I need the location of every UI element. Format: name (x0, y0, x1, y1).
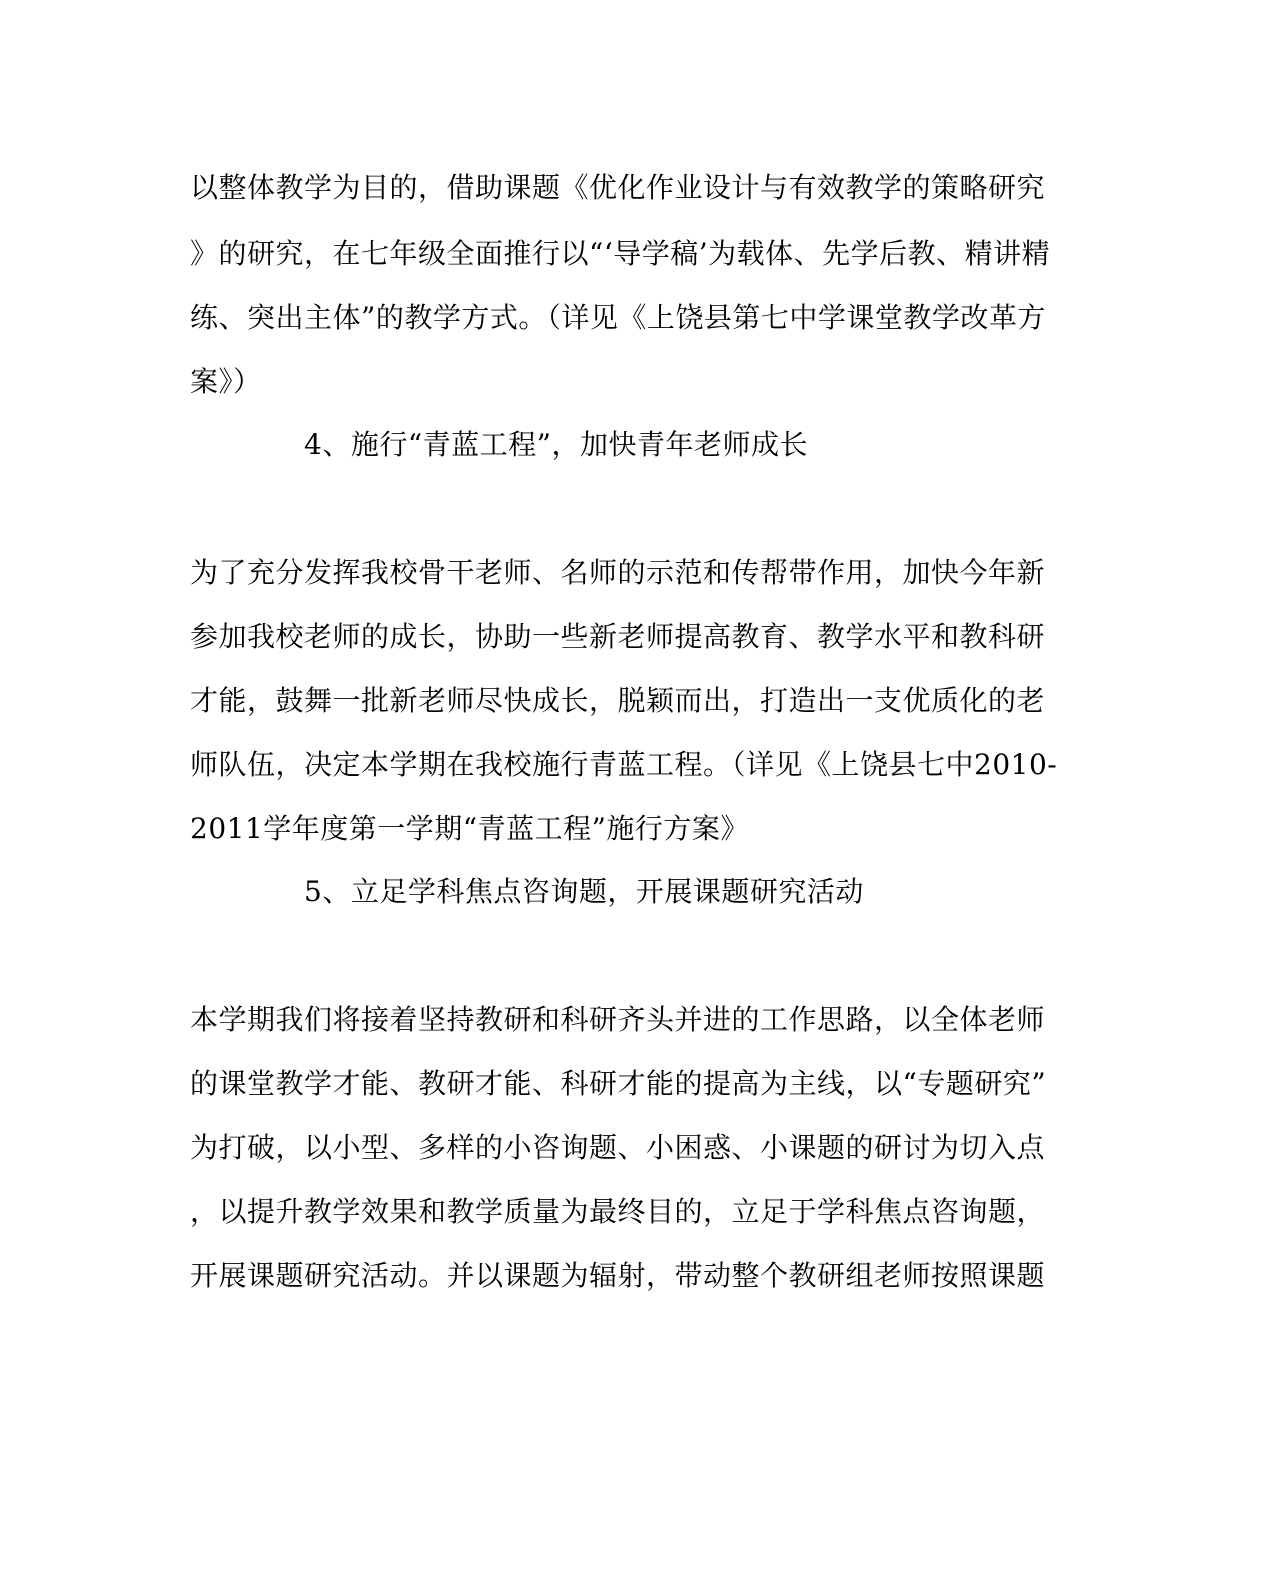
paragraph-2-line: 参加我校老师的成长，协助一些新老师提高教育、教学水平和教科研 (190, 620, 1046, 653)
paragraph-1-line: 案》） (190, 365, 262, 398)
paragraph-2-line: 师队伍，决定本学期在我校施行青蓝工程。（详见《上饶县七中2010- (190, 748, 1058, 781)
paragraph-3-line: 为打破，以小型、多样的小咨询题、小困惑、小课题的研讨为切入点 (190, 1131, 1046, 1164)
section-heading-4: 4、施行“青蓝工程”，加快青年老师成长 (304, 428, 808, 461)
paragraph-3-line: 本学期我们将接着坚持教研和科研齐头并进的工作思路，以全体老师 (190, 1003, 1046, 1036)
paragraph-3-line: 的课堂教学才能、教研才能、科研才能的提高为主线，以“专题研究” (190, 1067, 1047, 1100)
paragraph-3-line: 开展课题研究活动。并以课题为辐射，带动整个教研组老师按照课题 (190, 1259, 1046, 1292)
paragraph-3-line: ，以提升教学效果和教学质量为最终目的，立足于学科焦点咨询题， (190, 1195, 1046, 1228)
section-heading-5: 5、立足学科焦点咨询题，开展课题研究活动 (304, 875, 864, 908)
paragraph-2-line: 才能，鼓舞一批新老师尽快成长，脱颖而出，打造出一支优质化的老 (190, 684, 1046, 717)
paragraph-2-line: 为了充分发挥我校骨干老师、名师的示范和传帮带作用，加快今年新 (190, 556, 1046, 589)
paragraph-1-line: 以整体教学为目的，借助课题《优化作业设计与有效教学的策略研究 (190, 171, 1046, 204)
paragraph-1-line: 练、突出主体”的教学方式。（详见《上饶县第七中学课堂教学改革方 (190, 301, 1046, 334)
paragraph-2-line: 2011学年度第一学期“青蓝工程”施行方案》 (190, 812, 749, 845)
paragraph-1-line: 》的研究，在七年级全面推行以“‘导学稿’为载体、先学后教、精讲精 (190, 237, 1051, 270)
